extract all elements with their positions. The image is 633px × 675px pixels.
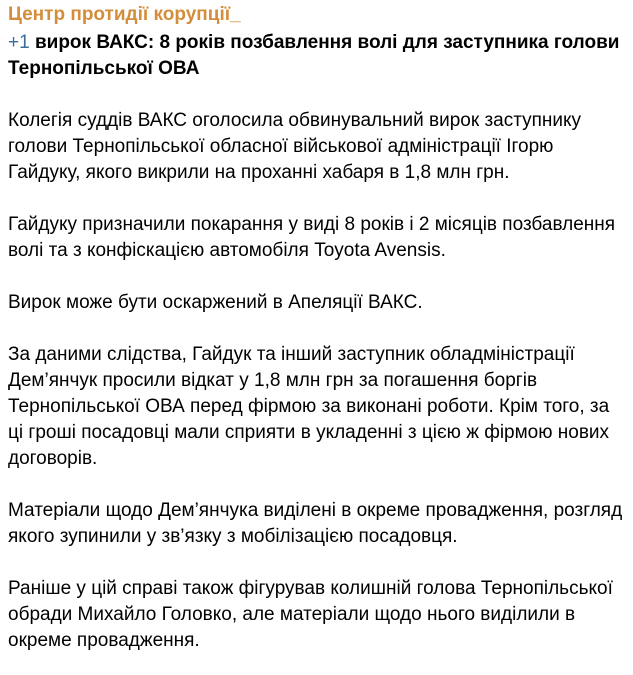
channel-name[interactable]: Центр протидії корупції_ [8,4,241,25]
post-title: вирок ВАКС: 8 років позбавлення волі для заступника голови Тернопільської ОВА [8,32,620,79]
post-headline [8,30,623,82]
post-paragraph-1: Колегія суддів ВАКС оголосила обвинувальний вирок заступнику голови Тернопільської обласної військової адміністрації Ігорю Гайдуку, якого викрили на проханні хабаря в 1,8 млн грн. [8,110,582,183]
post-paragraph-6: Раніше у цій справі також фігурував колишній голова Тернопільської обради Михайло Головко, але матеріали щодо нього виділили в окреме провадження. [8,578,613,651]
post-paragraph-3: Вирок може бути оскаржений в Апеляції ВАКС. [8,292,423,313]
post-paragraph-4: За даними слідства, Гайдук та інший заступник обладміністрації Дем’янчук просили відкат у 1,8 млн грн за погашення боргів Тернопільської ОВА перед фірмою за виконані роботи. Крім того, за ці гроші посадовці мали сприяти в укладенні з цією ж фірмою нових договорів. [8,344,610,469]
post-paragraph-5: Матеріали щодо Дем’янчука виділені в окреме провадження, розгляд якого зупинили у зв’язку з мобілізацією посадовця. [8,500,623,547]
post-paragraph-2: Гайдуку призначили покарання у виді 8 років і 2 місяців позбавлення волі та з конфіскацією автомобіля Toyota Avensis. [8,214,616,261]
post-counter: +1 [8,32,30,53]
